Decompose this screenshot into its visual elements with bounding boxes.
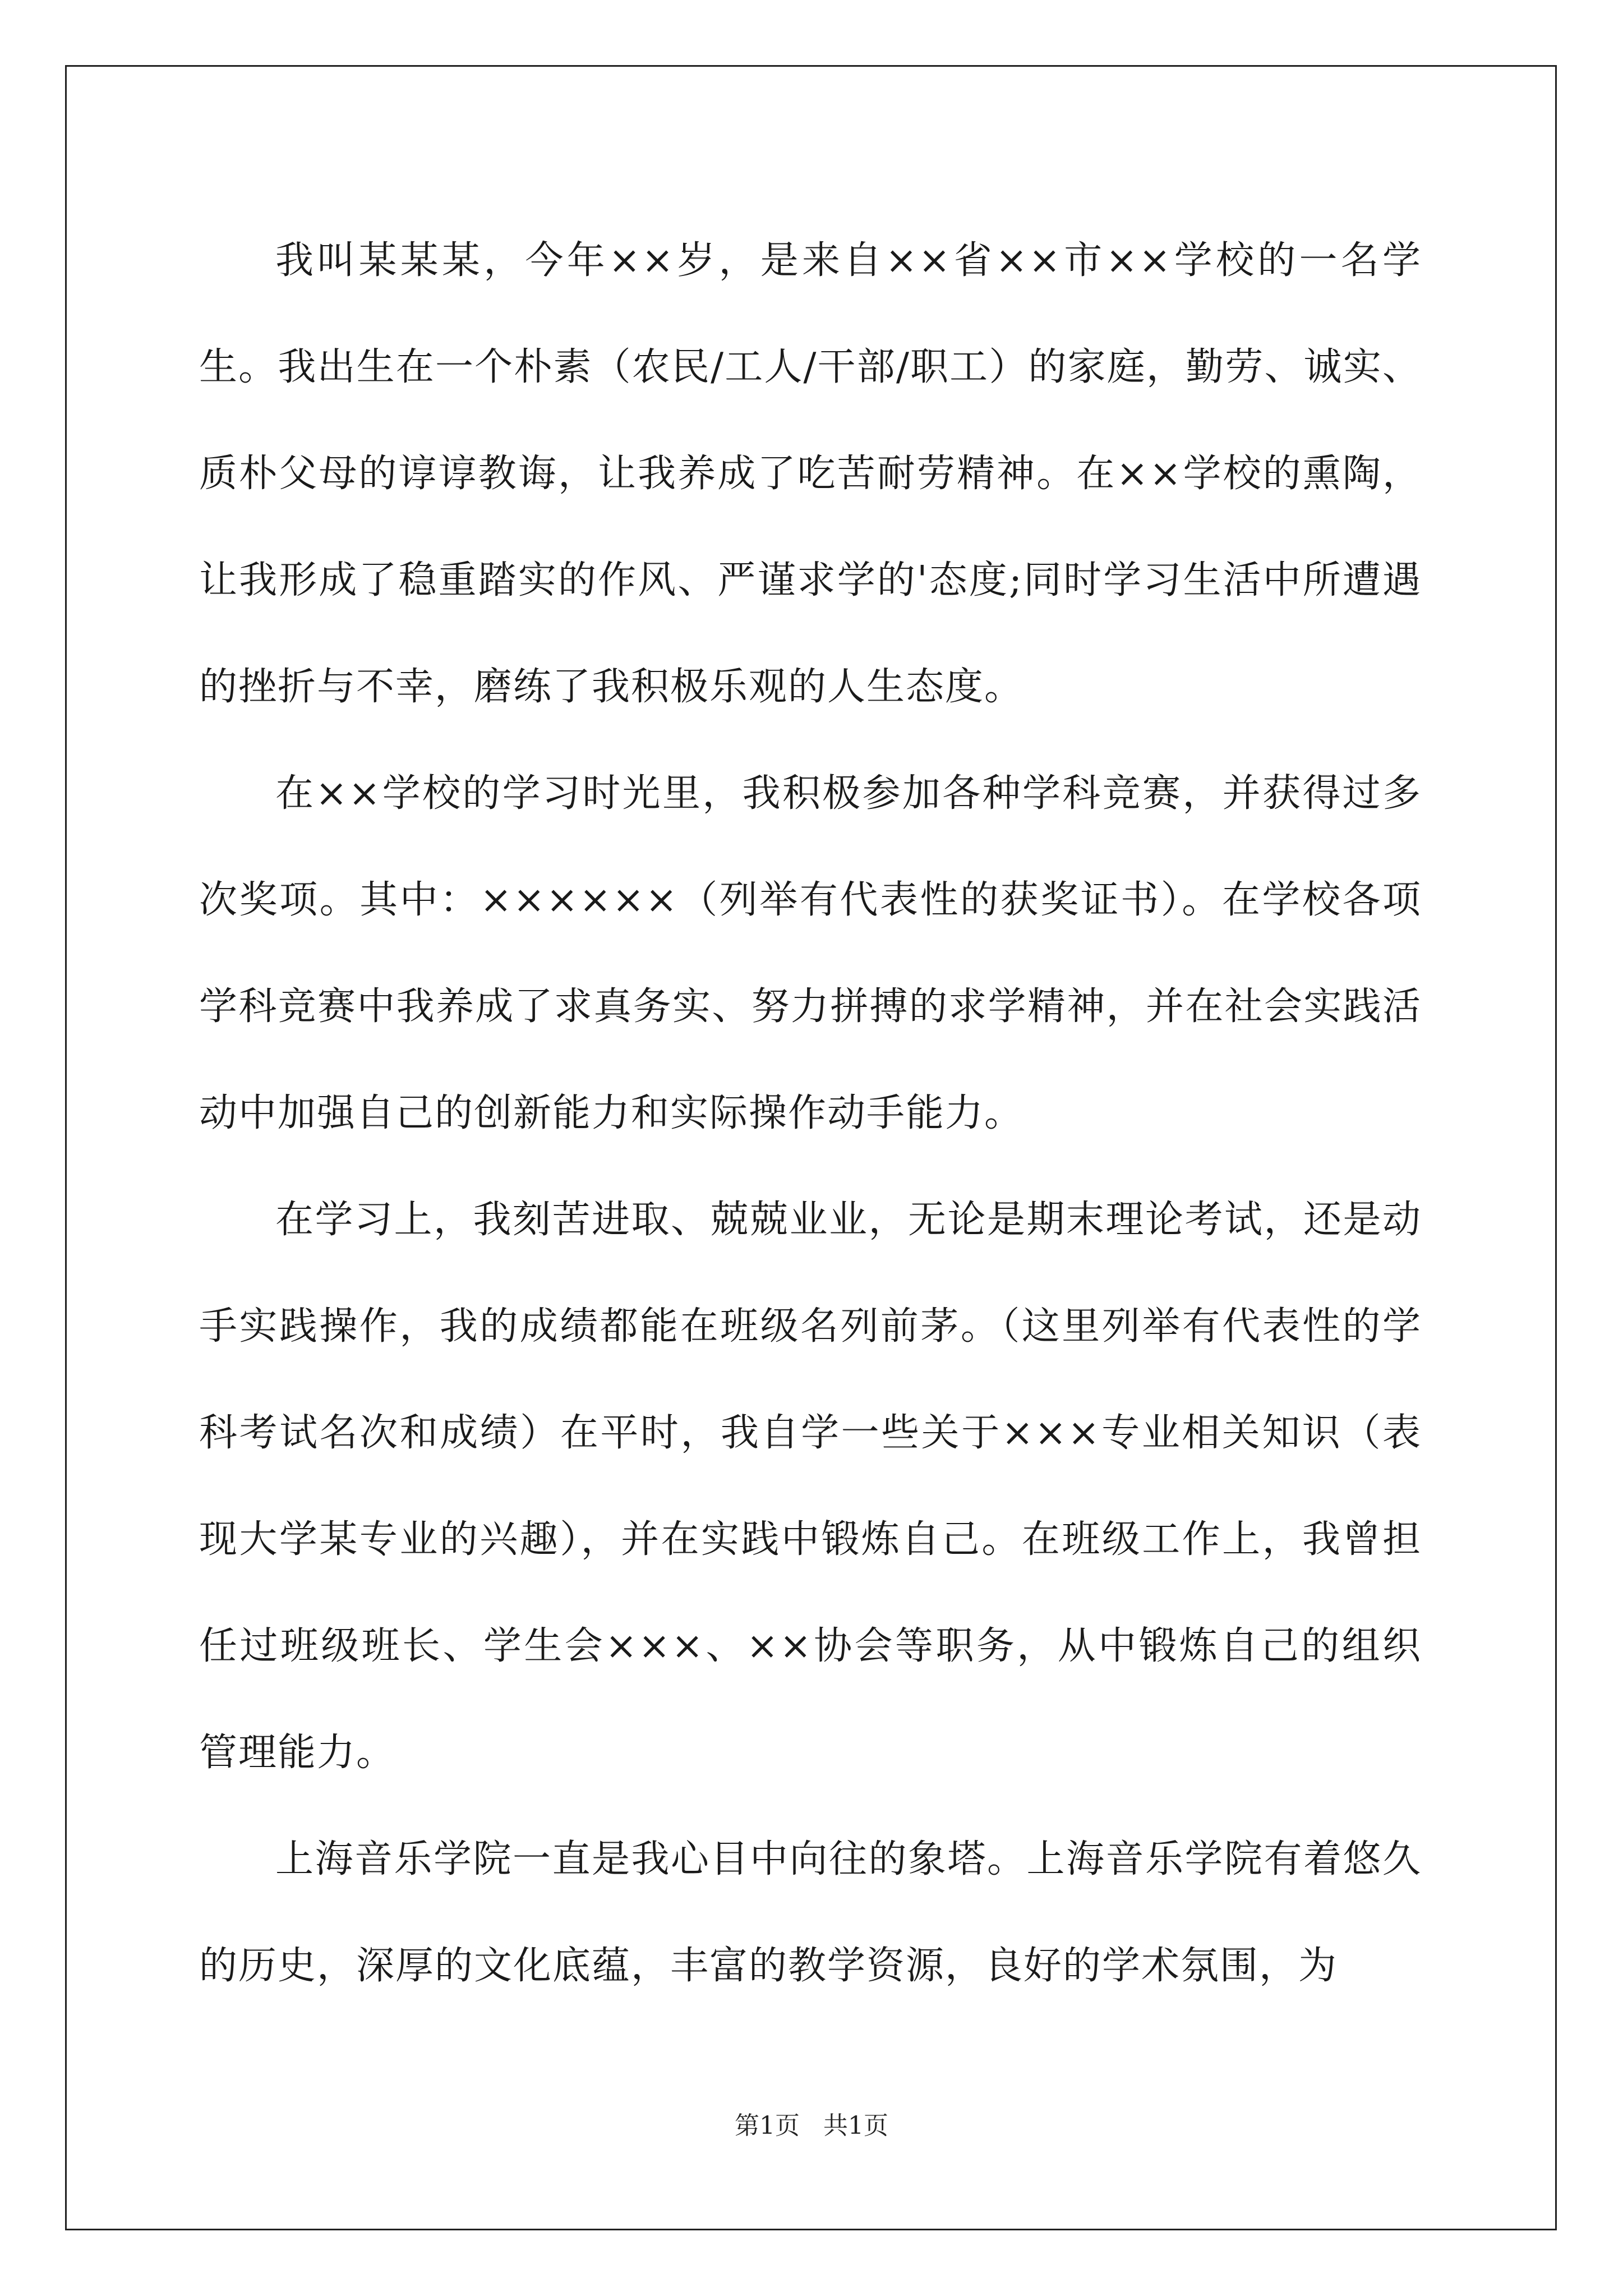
page-footer [0,2109,1623,2143]
page-number: 第1页 [735,2111,800,2140]
paragraph-2: 在××学校的学习时光里，我积极参加各种学科竞赛，并获得过多次奖项。其中：××××××（列举有代表性的获奖证书）。在学校各项学科竞赛中我养成了求真务实、努力拼搏的求学精神，并在社会实践活动中加强自己的创新能力和实际操作动手能力。 [199,771,1422,1135]
page-total: 共1页 [823,2111,888,2140]
paragraph-1: 我叫某某某，今年××岁，是来自××省××市××学校的一名学生。我出生在一个朴素（农民/工人/干部/职工）的家庭，勤劳、诚实、质朴父母的谆谆教诲，让我养成了吃苦耐劳精神。在××学校的熏陶，让我形成了稳重踏实的作风、严谨求学的'态度;同时学习生活中所遭遇的挫折与不幸，磨练了我积极乐观的人生态度。 [199,238,1422,709]
document-body [199,208,1422,2019]
paragraph-3: 在学习上，我刻苦进取、兢兢业业，无论是期末理论考试，还是动手实践操作，我的成绩都能在班级名列前茅。（这里列举有代表性的学科考试名次和成绩）在平时，我自学一些关于×××专业相关知识（表现大学某专业的兴趣），并在实践中锻炼自己。在班级工作上，我曾担任过班级班长、学生会×××、××协会等职务，从中锻炼自己的组织管理能力。 [199,1198,1422,1775]
paragraph-4: 上海音乐学院一直是我心目中向往的象塔。上海音乐学院有着悠久的历史，深厚的文化底蕴，丰富的教学资源，良好的学术氛围，为 [199,1837,1422,1988]
